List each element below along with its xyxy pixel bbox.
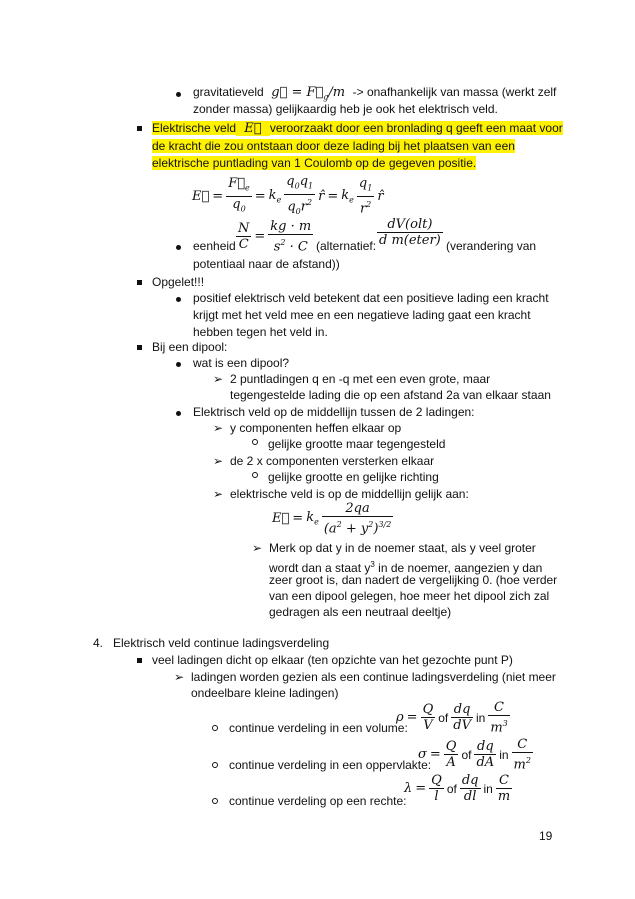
grav-formula: g⃗ = $F⃗_g/m$ <box>267 85 350 102</box>
bullet-ring <box>212 798 218 804</box>
bullet-ring <box>212 762 218 768</box>
note-line-3: zeer groot is, dan nadert de vergelijking 0. (hoe verder <box>269 573 558 587</box>
arrow-bullet-icon: ➢ <box>213 372 224 386</box>
bullet-dot <box>176 92 181 97</box>
bullet-square <box>137 345 142 350</box>
note-superscript: 3 <box>370 560 375 569</box>
note-line-5: gedragen als een neutraal deeltje) <box>269 605 452 619</box>
grav-text-b: -> onafhankelijk van massa (werkt zelf <box>352 85 557 99</box>
bullet-dot <box>176 245 181 250</box>
note-line-1: Merk op dat y in de noemer staat, als y veel groter <box>269 541 536 555</box>
section-number: 4. <box>93 636 104 650</box>
el-text-c: de kracht die zou ontstaan door deze lading bij het plaatsen van een <box>152 139 515 153</box>
unit-label: eenheid <box>193 239 236 253</box>
dipool-answer-1: 2 puntladingen q en -q met een even grote, maar <box>230 372 491 386</box>
el-text-a: Elektrische veld <box>152 121 237 135</box>
in-label: in <box>475 710 486 725</box>
el-line-2 <box>152 139 515 154</box>
of-label: of <box>461 747 472 762</box>
bullet-dot <box>176 411 181 416</box>
arrow-bullet-icon: ➢ <box>174 670 185 684</box>
volume-density: ρ = $\frac{Q}{V}$ of $\frac{dq}{dV}$ in $\frac{C}{m^3}$ <box>396 700 508 736</box>
surface-density: σ = $\frac{Q}{A}$ of $\frac{dq}{dA}$ in $\frac{C}{m^2}$ <box>418 737 531 773</box>
y-components-sub: gelijke grootte maar tegengesteld <box>268 437 446 451</box>
el-text-d: elektrische puntlading van 1 Coulomb op de gegeven positie. <box>152 156 477 170</box>
volume-label: continue verdeling in een volume: <box>229 721 408 735</box>
in-label: in <box>499 747 509 762</box>
line-label: continue verdeling op een rechte: <box>229 794 407 808</box>
surface-label: continue verdeling in een oppervlakte: <box>229 758 432 772</box>
bullet-square <box>137 126 142 131</box>
arrow-bullet-icon: ➢ <box>213 454 224 468</box>
arrow-bullet-icon: ➢ <box>213 421 224 435</box>
line-density: λ = $\frac{Q}{l}$ of $\frac{dq}{dl}$ in $\frac{C}{m}$ <box>404 773 511 804</box>
dipool-heading: Bij een dipool: <box>152 340 228 354</box>
section-title: Elektrisch veld continue ladingsverdeling <box>113 636 330 650</box>
y-components: y componenten heffen elkaar op <box>230 421 402 435</box>
arrow-bullet-icon: ➢ <box>213 487 224 501</box>
unit-alt-text: (verandering van <box>446 239 537 253</box>
el-text-b: veroorzaakt door een bronlading q geeft een maat voor <box>269 121 563 135</box>
grav-line-2: zonder massa) gelijkaardig heb je ook het elektrisch veld. <box>193 102 498 116</box>
note-line-2b: in de noemer, aangezien y dan <box>374 561 543 575</box>
bullet-dot <box>176 297 181 302</box>
el-line-3 <box>152 156 476 171</box>
el-line-1 <box>152 121 563 136</box>
dipool-question: wat is een dipool? <box>193 356 290 370</box>
unit-equation: $\frac{N}{C}$ = $\frac{kg \cdot m}{s^2 \cdot C}$ <box>238 219 312 255</box>
continuous-line-2: ondeelbare kleine ladingen) <box>191 686 339 700</box>
x-components-sub: gelijke grootte en gelijke richting <box>268 470 439 484</box>
x-components: de 2 x componenten versterken elkaar <box>230 454 435 468</box>
bullet-ring <box>212 725 218 731</box>
in-label: in <box>483 781 493 796</box>
bullet-square <box>137 280 142 285</box>
midline-heading: Elektrisch veld op de middellijn tussen de 2 ladingen: <box>193 405 475 419</box>
continuous-line-1: ladingen worden gezien als een continue ladingsverdeling (niet meer <box>191 670 556 684</box>
unit-alt-label: (alternatief: <box>316 239 377 253</box>
unit-alt-text-2: potentiaal naar de afstand)) <box>193 257 340 271</box>
bullet-dot <box>176 362 181 367</box>
of-label: of <box>438 710 449 725</box>
bullet-ring <box>252 439 258 445</box>
of-label: of <box>446 781 457 796</box>
note-line-4: van een dipool gelegen, hoe meer het dipool zich zal <box>269 589 550 603</box>
bullet-square <box>137 658 142 663</box>
dipole-equation: E⃗ = $k_e$ $\frac{2qa}{(a^2 + y^2)^{3/2}}$ <box>272 501 392 537</box>
grav-text-a: gravitatieveld <box>193 85 264 99</box>
opgelet-line-2: krijgt met het veld mee en een negatieve lading gaat een kracht <box>193 308 531 322</box>
opgelet-line-1: positief elektrisch veld betekent dat een positieve lading een kracht <box>193 291 549 305</box>
opgelet-line-3: hebben tegen het veld in. <box>193 325 328 339</box>
e-vector: E⃗ <box>236 121 270 136</box>
page-number: 19 <box>539 829 553 843</box>
field-midline: elektrische veld is op de middellijn gelijk aan: <box>230 487 469 501</box>
e-field-equation: E⃗ = $\frac{F⃗_e}{q_0}$ = $k_e$ $\frac{q_0q_1}{q_0r^2}$ r̂ = $k_e$ $\frac{q_1}{r^2}$ r̂ <box>192 174 384 217</box>
opgelet-heading: Opgelet!!! <box>152 275 205 289</box>
dipool-answer-2: tegengestelde lading die op een afstand 2a van elkaar staan <box>230 388 551 402</box>
potential-derivative: $\frac{\text{dV(olt)}}{\text{d m(eter)}}$ <box>379 217 441 248</box>
many-charges: veel ladingen dicht op elkaar (ten opzichte van het gezochte punt P) <box>152 653 513 667</box>
bullet-ring <box>252 472 258 478</box>
arrow-bullet-icon: ➢ <box>252 541 263 555</box>
note-line-2a: wordt dan a staat y <box>269 561 371 575</box>
